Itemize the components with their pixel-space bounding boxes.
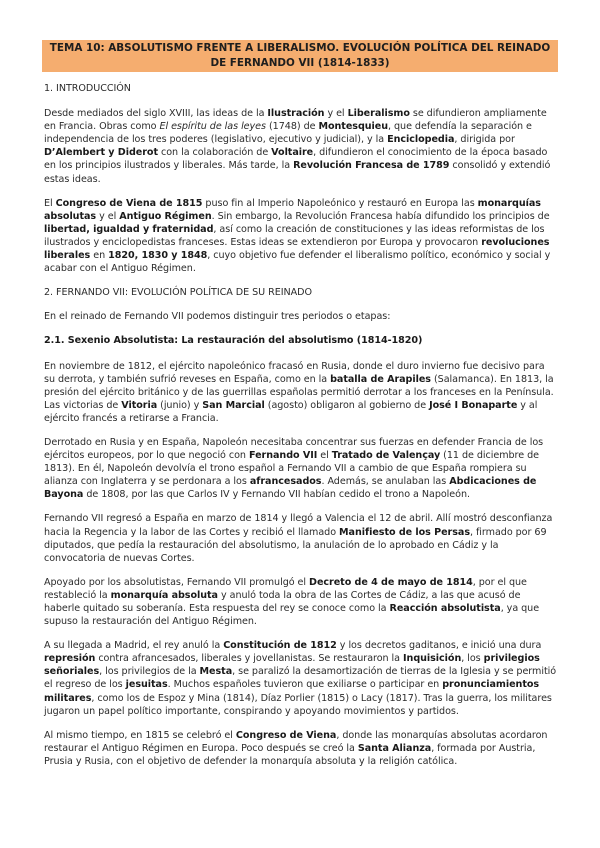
text: de 1808, por las que Carlos IV y Fernando VII habían cedido el trono a Napoleón. [83,489,470,501]
paragraph-santa-alianza [44,729,558,768]
term: privilegios señoriales [44,653,540,678]
text: el [317,450,332,462]
text: , difundieron el conocimiento de la época basado en los principios ilustrados y liberales. Más tarde, la [44,147,548,172]
text: contra afrancesados, liberales y jovellanistas. Se restauraron la [95,653,404,665]
term: Abdicaciones de Bayona [44,476,537,501]
term: pronunciamientos militares [44,679,540,704]
text: , dirigida por [454,134,515,146]
text: . Sin embargo, la Revolución Francesa había difundido los principios de [211,210,550,222]
text: , que defendía la separación e independencia de los tres poderes (legislativo, ejecutivo y judicial), y la [44,121,532,146]
term: Montesquieu [318,121,389,133]
term: Liberalismo [347,108,410,120]
text: El [44,197,56,209]
term: Mesta [199,666,233,678]
text: A su llegada a Madrid, el rey anuló la [44,640,224,652]
term: Ilustración [267,108,325,120]
term: jesuitas [125,679,168,691]
term: monarquía absoluta [110,589,218,601]
text: , firmado por 69 diputados, que pedía la restauración del absolutismo, la anulación de lo aprobado en Cádiz y la convocatoria de nuevas Cortes. [44,526,547,564]
term: Congreso de Viena [235,729,337,741]
text: En noviembre de 1812, el ejército napoleónico fracasó en Rusia, donde el duro invierno fue decisivo para su derrota, y también sufrió reveses en España, como en la [44,360,545,385]
paragraph-manifiesto-persas [44,512,558,564]
text: , se paralizó la desamortización de tierras de la Iglesia y se permitió el regreso de los [44,666,557,691]
paragraph-congreso-viena [44,197,558,276]
term: represión [44,653,96,665]
term: San Marcial [202,399,265,411]
title-line-1: TEMA 10: ABSOLUTISMO FRENTE A LIBERALISMO. EVOLUCIÓN POLÍTICA DEL REINADO [49,42,551,54]
term: Voltaire [271,147,314,159]
paragraph-valencay [44,436,558,501]
term: batalla de Arapiles [330,373,431,385]
title-banner [42,40,558,72]
text: , cuyo objetivo fue defender el liberalismo político, económico y social y acabar con el Antiguo Régimen. [44,250,551,275]
term: monarquías absolutas [44,197,541,222]
term: revoluciones liberales [44,236,550,262]
subheading-text: 2.1. Sexenio Absolutista: La restauración del absolutismo (1814-1820) [44,335,423,347]
term: Reacción absolutista [389,603,501,614]
paragraph-represion [44,639,558,718]
text: y el [324,108,348,120]
text: , así como la creación de constituciones y las ideas reformistas de los ilustrados y enciclopedistas franceses. Estas ideas se extendieron por Europa y provocaron [44,223,545,248]
term: Revolución Francesa de 1789 [293,160,450,172]
term: Antiguo Régimen [119,210,212,222]
text: en [90,250,109,262]
section-1-heading: 1. INTRODUCCIÓN [44,83,131,94]
text: Al mismo tiempo, en 1815 se celebró el [44,729,236,741]
text: y el [96,210,120,222]
text: (Salamanca). En 1813, la presión del ejército británico y de las guerrillas españolas permitió derrotar a los franceses en la Península. Las victorias de [44,373,554,411]
term: Decreto de 4 de mayo de 1814 [309,576,473,588]
text: Apoyado por los absolutistas, Fernando VII promulgó el [44,576,310,588]
text: puso fin al Imperio Napoleónico y restauró en Europa las [202,197,478,209]
term: Santa Alianza [357,742,432,754]
text: , los privilegios de la [99,666,200,678]
text: Derrotado en Rusia y en España, Napoleón necesitaba concentrar sus fuerzas en defender Francia de los ejércitos europeos, por lo que negoció con [44,436,544,462]
text: se difundieron ampliamente en Francia. Obras como [44,108,547,133]
text: Desde mediados del siglo XVIII, las ideas de la [44,108,268,120]
term: 1820, 1830 y 1848 [108,250,208,262]
term: Fernando VII [248,450,318,462]
term: Constitución de 1812 [223,640,337,652]
text: (11 de diciembre de 1813). En él, Napoleón devolvía el trono español a Fernando VII a cambio de que España rompiera su alianza con Inglaterra y se perdonara a los [44,450,539,488]
text: . Muchos españoles tuvieron que exiliarse o participar en [167,679,443,691]
section-2-intro: En el reinado de Fernando VII podemos distinguir tres periodos o etapas: [44,311,391,323]
text: Fernando VII regresó a España en marzo de 1814 y llegó a Valencia el 12 de abril. Allí mostró desconfianza hacia la Regencia y la labor de las Cortes y recibió el llamado [44,513,553,538]
text: (agosto) obligaron al gobierno de [264,399,430,411]
section-2-heading: 2. FERNANDO VII: EVOLUCIÓN POLÍTICA DE SU REINADO [44,287,313,299]
text: y al ejército francés a retirarse a Francia. [44,399,538,424]
text: consolidó y extendió estas ideas. [44,160,551,185]
text: , ya que supuso la restauración del Antiguo Régimen. [44,603,540,628]
term: Tratado de Valençay [331,450,441,462]
document-body [44,82,558,779]
text: , como los de Espoz y Mina (1814), Díaz Porlier (1815) o Lacy (1817). Tras la guerra, los militares jugaron un papel político importante, conspirando y apoyando movimientos y partidos. [44,692,552,717]
text: (junio) y [157,399,203,411]
text: con la colaboración de [158,147,272,159]
term: afrancesados [249,476,322,488]
term: D’Alembert y Diderot [44,147,158,159]
term: libertad, igualdad y fraternidad [44,223,214,235]
term: Inquisición [403,653,462,665]
paragraph-decreto-1814 [44,576,558,628]
term: Congreso de Viena de 1815 [55,197,203,209]
text: (1748) de [265,121,319,133]
title-line-2: DE FERNANDO VII (1814-1833) [210,57,390,69]
text: . Además, se anulaban las [321,476,450,488]
term: Vitoria [121,399,158,411]
work-title: El espíritu de las leyes [159,121,266,133]
paragraph-ilustracion [44,107,558,186]
subsection-2-1-heading [44,334,558,347]
term: Enciclopedia [387,134,455,146]
term: Manifiesto de los Persas [339,526,470,538]
text: , los [461,653,484,665]
paragraph-rusia-espana [44,360,558,425]
term: José I Bonaparte [429,399,518,411]
text: y los decretos gaditanos, e inició una dura [336,640,542,652]
text: y anuló toda la obra de las Cortes de Cádiz, a las que acusó de haberle quitado su soberanía. Esta respuesta del rey se conoce como la [44,589,521,614]
text: , por el que restableció la [44,576,527,601]
text: , formada por Austria, Prusia y Rusia, con el objetivo de defender la monarquía absoluta y la religión católica. [44,742,536,767]
text: , donde las monarquías absolutas acordaron restaurar el Antiguo Régimen en Europa. Poco después se creó la [44,729,548,754]
